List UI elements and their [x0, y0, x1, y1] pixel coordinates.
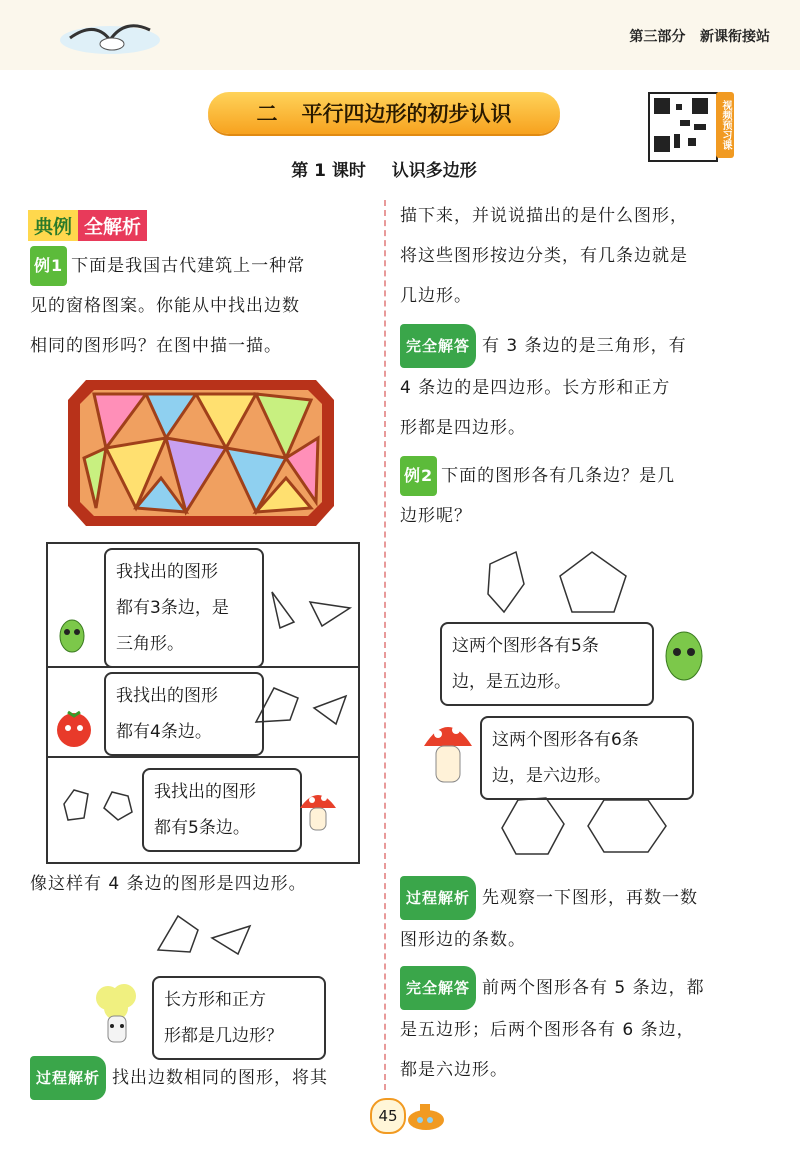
table-rule — [48, 756, 358, 758]
bubble-line: 边，是五边形。 — [452, 672, 571, 692]
header-section-labels — [629, 26, 770, 46]
answer2-line1: 前两个图形各有 5 条边，都 — [482, 978, 705, 998]
pentagon-figures — [484, 548, 634, 618]
answer1 — [400, 324, 780, 448]
answer1-line1: 有 3 条边的是三角形，有 — [482, 336, 687, 356]
example1-tag: 例1 — [30, 246, 67, 286]
bubble-line: 都有5条边。 — [154, 818, 250, 838]
speech-bubble-question — [152, 976, 326, 1060]
bubble-line: 我找出的图形 — [154, 782, 256, 802]
example1-line3: 相同的图形吗？在图中描一描。 — [30, 336, 282, 356]
chapter-title: 平行四边形的初步认识 — [301, 102, 512, 126]
speech-bubble-triangles — [104, 548, 264, 668]
bubble-line: 长方形和正方 — [164, 990, 266, 1010]
answer2 — [400, 966, 780, 1090]
quadrilateral-examples — [152, 912, 258, 958]
lesson-number: 第 1 课时 — [291, 161, 366, 181]
section-label: 第三部分 — [629, 29, 686, 45]
bubble-line: 我找出的图形 — [116, 562, 218, 582]
speech-bubble-quadrilaterals — [104, 672, 264, 756]
analysis1-first-line — [30, 1056, 380, 1100]
example2-tag: 例2 — [400, 456, 437, 496]
site-label: 新课衔接站 — [700, 29, 770, 45]
tomato-character — [52, 706, 96, 752]
page-number: 45 — [370, 1098, 406, 1134]
bubble-line: 形都是几边形？ — [164, 1026, 283, 1046]
bubble-line: 都有4条边。 — [116, 722, 212, 742]
example2-line2: 边形呢？ — [400, 506, 472, 526]
analysis2 — [400, 876, 780, 960]
qr-label: 视频预习课 — [716, 92, 734, 158]
mushroom-character — [420, 714, 476, 790]
speech-bubble-pentagon-answer — [440, 622, 654, 706]
bubble-line: 都有3条边，是 — [116, 598, 229, 618]
example2-text — [400, 456, 780, 536]
answer2-line3: 都是六边形。 — [400, 1060, 508, 1080]
analysis2-tag: 过程解析 — [400, 876, 476, 920]
green-pepper-character — [52, 612, 92, 662]
lesson-subtitle — [0, 156, 768, 181]
analysis1-line4: 几边形。 — [400, 286, 472, 306]
hexagon-figures — [496, 794, 686, 860]
chapter-title-banner — [208, 92, 560, 134]
triangle-shapes — [266, 588, 356, 638]
qr-code[interactable] — [648, 92, 718, 162]
analysis2-line1: 先观察一下图形，再数一数 — [482, 888, 699, 908]
example-header-a: 典例 — [28, 210, 78, 241]
seagull-illustration — [50, 10, 170, 70]
column-divider — [384, 200, 386, 1090]
pentagon-shapes — [60, 784, 140, 828]
lesson-title: 认识多边形 — [391, 161, 477, 181]
bubble-line: 我找出的图形 — [116, 686, 218, 706]
answer1-tag: 完全解答 — [400, 324, 476, 368]
bubble-line: 三角形。 — [116, 634, 184, 654]
bubble-line: 边，是六边形。 — [492, 766, 611, 786]
analysis1-tag: 过程解析 — [30, 1056, 106, 1100]
window-lattice-illustration — [66, 378, 336, 528]
answer1-line3: 形都是四边形。 — [400, 418, 526, 438]
bubble-line: 这两个图形各有5条 — [452, 636, 599, 656]
analysis1-line1: 找出边数相同的图形，将其 — [112, 1068, 329, 1088]
example-header-b: 全解析 — [78, 210, 147, 241]
analysis1-line3: 将这些图形按边分类，有几条边就是 — [400, 246, 688, 266]
example1-text — [30, 246, 376, 366]
analysis1-line2: 描下来，并说说描出的是什么图形， — [400, 206, 688, 226]
analysis1-continued — [400, 196, 780, 316]
example2-line1: 下面的图形各有几条边？是几 — [441, 466, 676, 486]
cauliflower-character — [90, 982, 146, 1048]
submarine-icon — [404, 1100, 450, 1134]
speech-bubble-hexagon-answer — [480, 716, 694, 800]
quadrilateral-shapes — [252, 684, 352, 730]
mushroom-character — [296, 786, 340, 838]
answer2-tag: 完全解答 — [400, 966, 476, 1010]
answer2-line2: 是五边形；后两个图形各有 6 条边， — [400, 1020, 695, 1040]
green-pepper-character — [656, 624, 712, 694]
bubble-line: 这两个图形各有6条 — [492, 730, 639, 750]
example-header — [28, 210, 147, 241]
rule-quadrilateral: 像这样有 4 条边的图形是四边形。 — [30, 874, 307, 894]
example1-line1: 下面是我国古代建筑上一种常 — [71, 256, 306, 276]
speech-bubble-pentagons — [142, 768, 302, 852]
chapter-number: 二 — [256, 102, 278, 126]
example1-line2: 见的窗格图案。你能从中找出边数 — [30, 296, 300, 316]
answer1-line2: 4 条边的是四边形。长方形和正方 — [400, 378, 671, 398]
analysis2-line2: 图形边的条数。 — [400, 930, 526, 950]
qr-code-pattern — [650, 94, 712, 156]
